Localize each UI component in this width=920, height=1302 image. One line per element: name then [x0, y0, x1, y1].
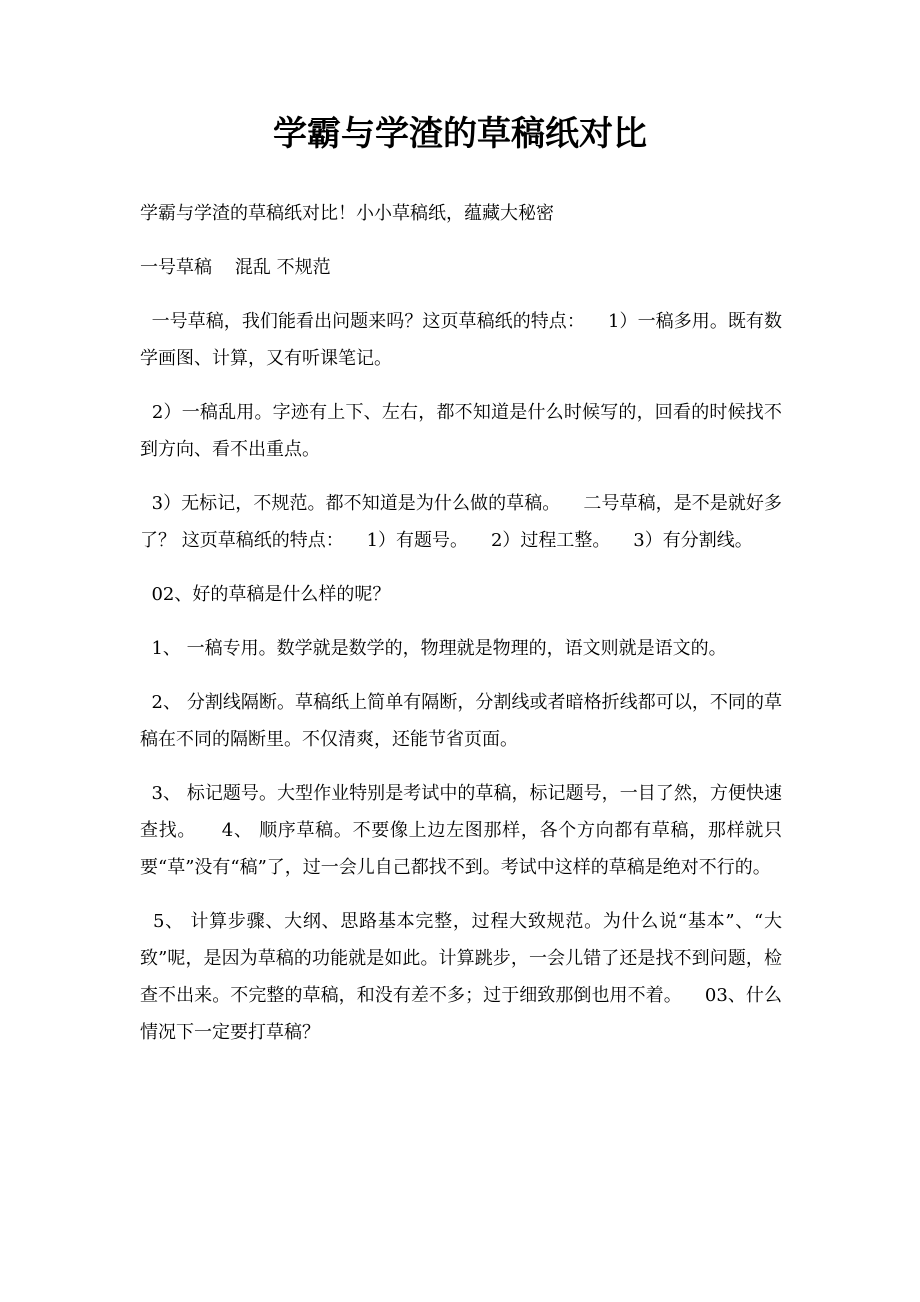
paragraph-intro: 学霸与学渣的草稿纸对比！小小草稿纸，蕴藏大秘密 — [140, 203, 554, 224]
paragraph-section-02: 02、好的草稿是什么样的呢？ — [140, 584, 391, 605]
document-body — [140, 195, 782, 1068]
paragraph-messy-use: 2）一稿乱用。字迹有上下、左右，都不知道是什么时候写的，回看的时候找不到方向、看不出重点。 — [140, 402, 782, 460]
paragraph-point-2: 2、 分割线隔断。草稿纸上简单有隔断，分割线或者暗格折线都可以，不同的草稿在不同的隔断里。不仅清爽，还能节省页面。 — [140, 692, 783, 750]
paragraph-draft-one-heading: 一号草稿 混乱 不规范 — [140, 257, 331, 278]
paragraph-point-5: 5、 计算步骤、大纲、思路基本完整，过程大致规范。为什么说“基本”、“大致”呢，是因为草稿的功能就是如此。计算跳步，一会儿错了还是找不到问题，检查不出来。不完整的草稿，和没有差不多；过于细致那倒也用不着。 03、什么情况下一定要打草稿？ — [140, 911, 782, 1043]
paragraph-draft-one-features: 一号草稿，我们能看出问题来吗？这页草稿纸的特点： 1）一稿多用。既有数学画图、计算，又有听课笔记。 — [140, 311, 782, 369]
paragraph-no-marks: 3）无标记，不规范。都不知道是为什么做的草稿。 二号草稿，是不是就好多了？ 这页草稿纸的特点： 1）有题号。 2）过程工整。 3）有分割线。 — [140, 493, 782, 551]
paragraph-point-3-4: 3、 标记题号。大型作业特别是考试中的草稿，标记题号，一目了然，方便快速查找。 4、 顺序草稿。不要像上边左图那样，各个方向都有草稿，那样就只要“草”没有“稿”了，过一会儿自己都找不到。考试中这样的草稿是绝对不行的。 — [140, 783, 783, 878]
paragraph-point-1: 1、 一稿专用。数学就是数学的，物理就是物理的，语文则就是语文的。 — [140, 638, 727, 659]
document-title: 学霸与学渣的草稿纸对比 — [273, 114, 647, 154]
